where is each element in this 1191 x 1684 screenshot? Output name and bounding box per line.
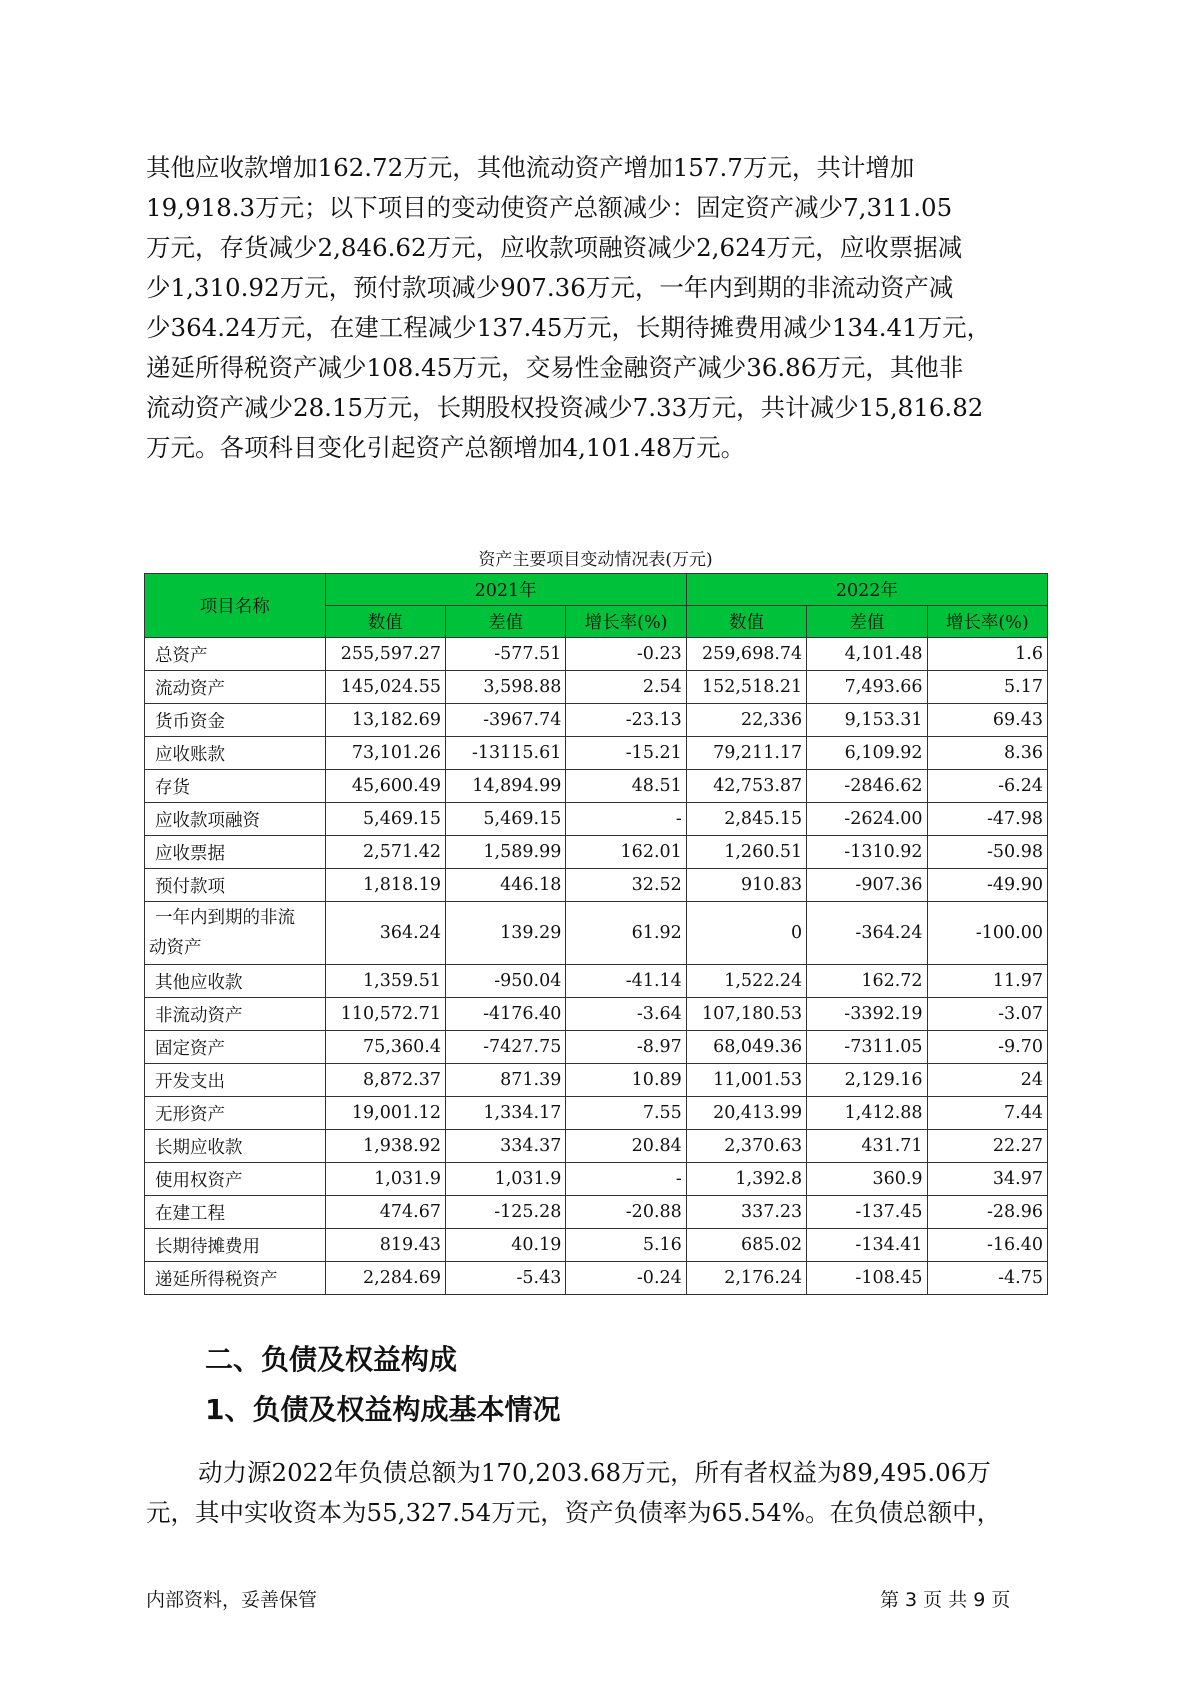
table-row [145,1229,1048,1262]
table-row [145,1262,1048,1295]
row-item-name: 长期应收款 [145,1130,326,1163]
cell-rate-2021: 2.54 [566,671,686,704]
cell-rate-2022: 69.43 [927,704,1047,737]
cell-diff-2022: 431.71 [807,1130,927,1163]
cell-value-2021: 19,001.12 [325,1097,445,1130]
cell-rate-2021: -15.21 [566,737,686,770]
cell-value-2022: 2,845.15 [686,803,806,836]
cell-value-2021: 1,031.9 [325,1163,445,1196]
table-row [145,836,1048,869]
table-row [145,965,1048,998]
table-row [145,1196,1048,1229]
cell-rate-2022: -9.70 [927,1031,1047,1064]
cell-rate-2022: -47.98 [927,803,1047,836]
cell-rate-2022: 11.97 [927,965,1047,998]
cell-diff-2022: 360.9 [807,1163,927,1196]
cell-value-2021: 1,818.19 [325,869,445,902]
cell-diff-2021: 1,589.99 [445,836,565,869]
cell-diff-2022: -137.45 [807,1196,927,1229]
cell-rate-2022: -6.24 [927,770,1047,803]
cell-diff-2022: -7311.05 [807,1031,927,1064]
row-item-name: 在建工程 [145,1196,326,1229]
paragraph-line: 万元。各项科目变化引起资产总额增加4,101.48万元。 [146,433,746,462]
row-item-name [145,902,326,965]
table-caption: 资产主要项目变动情况表(万元) [478,550,713,570]
row-item-name: 应收款项融资 [145,803,326,836]
table-row [145,1064,1048,1097]
cell-value-2022: 1,522.24 [686,965,806,998]
cell-rate-2022: 8.36 [927,737,1047,770]
cell-value-2021: 364.24 [325,902,445,965]
cell-value-2022: 20,413.99 [686,1097,806,1130]
header-rate: 增长率(%) [927,606,1047,638]
cell-diff-2022: -2624.00 [807,803,927,836]
row-item-name: 其他应收款 [145,965,326,998]
cell-diff-2021: 446.18 [445,869,565,902]
cell-rate-2022: -3.07 [927,998,1047,1031]
row-item-name: 流动资产 [145,671,326,704]
cell-value-2021: 1,359.51 [325,965,445,998]
body-paragraph-liabilities [146,1453,1046,1533]
cell-diff-2021: -5.43 [445,1262,565,1295]
cell-rate-2022: 5.17 [927,671,1047,704]
cell-diff-2022: -1310.92 [807,836,927,869]
header-year-2022: 2022年 [686,574,1047,606]
header-diff: 差值 [807,606,927,638]
cell-value-2022: 22,336 [686,704,806,737]
cell-rate-2021: -23.13 [566,704,686,737]
paragraph-line: 动力源2022年负债总额为170,203.68万元，所有者权益为89,495.06万 [198,1458,991,1487]
table-row [145,998,1048,1031]
row-item-name: 应收票据 [145,836,326,869]
row-item-name-line: 一年内到期的非流 [155,908,295,928]
cell-value-2022: 152,518.21 [686,671,806,704]
cell-value-2021: 2,571.42 [325,836,445,869]
table-row [145,737,1048,770]
row-item-name: 总资产 [145,638,326,671]
row-item-name: 长期待摊费用 [145,1229,326,1262]
table-row [145,770,1048,803]
cell-diff-2022: -2846.62 [807,770,927,803]
cell-diff-2021: 871.39 [445,1064,565,1097]
cell-diff-2021: 40.19 [445,1229,565,1262]
cell-diff-2022: 2,129.16 [807,1064,927,1097]
cell-value-2021: 474.67 [325,1196,445,1229]
cell-rate-2022: -49.90 [927,869,1047,902]
cell-value-2021: 1,938.92 [325,1130,445,1163]
cell-diff-2021: 1,334.17 [445,1097,565,1130]
table-header-row [145,574,1048,606]
cell-diff-2022: 4,101.48 [807,638,927,671]
cell-value-2022: 1,260.51 [686,836,806,869]
footer-confidential-note: 内部资料，妥善保管 [146,1589,318,1611]
section-heading: 二、负债及权益构成 [205,1343,458,1376]
paragraph-line: 少1,310.92万元，预付款项减少907.36万元，一年内到期的非流动资产减 [146,273,954,302]
paragraph-line: 递延所得税资产减少108.45万元，交易性金融资产减少36.86万元，其他非 [146,353,964,382]
footer-page-number: 第 3 页 共 9 页 [880,1589,1011,1611]
cell-diff-2022: 1,412.88 [807,1097,927,1130]
paragraph-line: 流动资产减少28.15万元，长期股权投资减少7.33万元，共计减少15,816.82 [146,393,984,422]
cell-diff-2022: 6,109.92 [807,737,927,770]
cell-rate-2022: -50.98 [927,836,1047,869]
cell-diff-2021: -577.51 [445,638,565,671]
table-row [145,902,1048,965]
cell-rate-2021: 7.55 [566,1097,686,1130]
table-row [145,869,1048,902]
cell-value-2022: 337.23 [686,1196,806,1229]
cell-rate-2021: -8.97 [566,1031,686,1064]
cell-rate-2021: 162.01 [566,836,686,869]
cell-diff-2021: -950.04 [445,965,565,998]
cell-diff-2021: 139.29 [445,902,565,965]
cell-rate-2022: 1.6 [927,638,1047,671]
cell-rate-2022: 34.97 [927,1163,1047,1196]
cell-rate-2021: 5.16 [566,1229,686,1262]
cell-rate-2021: - [566,803,686,836]
cell-diff-2021: -7427.75 [445,1031,565,1064]
cell-value-2022: 685.02 [686,1229,806,1262]
table-row [145,1031,1048,1064]
cell-rate-2022: 7.44 [927,1097,1047,1130]
row-item-name: 非流动资产 [145,998,326,1031]
cell-value-2022: 2,370.63 [686,1130,806,1163]
cell-diff-2021: -125.28 [445,1196,565,1229]
row-item-name: 使用权资产 [145,1163,326,1196]
paragraph-line: 其他应收款增加162.72万元，其他流动资产增加157.7万元，共计增加 [146,153,915,182]
table-row [145,1130,1048,1163]
cell-diff-2022: -364.24 [807,902,927,965]
row-item-name: 存货 [145,770,326,803]
header-value: 数值 [325,606,445,638]
cell-diff-2022: -108.45 [807,1262,927,1295]
cell-value-2022: 0 [686,902,806,965]
cell-value-2021: 45,600.49 [325,770,445,803]
cell-value-2021: 819.43 [325,1229,445,1262]
cell-value-2021: 75,360.4 [325,1031,445,1064]
row-item-name: 固定资产 [145,1031,326,1064]
cell-value-2021: 255,597.27 [325,638,445,671]
cell-diff-2021: 3,598.88 [445,671,565,704]
cell-value-2022: 42,753.87 [686,770,806,803]
cell-value-2021: 145,024.55 [325,671,445,704]
row-item-name: 预付款项 [145,869,326,902]
cell-rate-2021: 20.84 [566,1130,686,1163]
row-item-name: 开发支出 [145,1064,326,1097]
cell-diff-2021: 5,469.15 [445,803,565,836]
cell-value-2021: 13,182.69 [325,704,445,737]
cell-diff-2022: -907.36 [807,869,927,902]
cell-value-2022: 79,211.17 [686,737,806,770]
cell-rate-2021: 10.89 [566,1064,686,1097]
cell-value-2022: 910.83 [686,869,806,902]
cell-rate-2021: 61.92 [566,902,686,965]
header-value: 数值 [686,606,806,638]
cell-rate-2021: 32.52 [566,869,686,902]
cell-rate-2021: -3.64 [566,998,686,1031]
cell-value-2022: 68,049.36 [686,1031,806,1064]
paragraph-line: 元，其中实收资本为55,327.54万元，资产负债率为65.54%。在负债总额中， [146,1498,1002,1527]
cell-rate-2022: -100.00 [927,902,1047,965]
row-item-name-line: 动资产 [149,938,202,958]
subsection-heading: 1、负债及权益构成基本情况 [205,1393,561,1426]
cell-diff-2022: 7,493.66 [807,671,927,704]
cell-rate-2021: -0.24 [566,1262,686,1295]
cell-diff-2022: 162.72 [807,965,927,998]
cell-value-2021: 5,469.15 [325,803,445,836]
cell-diff-2022: -134.41 [807,1229,927,1262]
table-row [145,638,1048,671]
cell-diff-2021: -13115.61 [445,737,565,770]
asset-change-table [144,573,1048,1295]
cell-rate-2022: -4.75 [927,1262,1047,1295]
cell-rate-2021: -41.14 [566,965,686,998]
cell-rate-2021: -20.88 [566,1196,686,1229]
cell-value-2022: 107,180.53 [686,998,806,1031]
cell-rate-2022: -16.40 [927,1229,1047,1262]
header-item-name: 项目名称 [145,574,326,638]
table-row [145,803,1048,836]
table-row [145,704,1048,737]
table-row [145,1097,1048,1130]
cell-value-2021: 2,284.69 [325,1262,445,1295]
cell-value-2021: 8,872.37 [325,1064,445,1097]
cell-rate-2022: -28.96 [927,1196,1047,1229]
row-item-name: 货币资金 [145,704,326,737]
paragraph-line: 万元，存货减少2,846.62万元，应收款项融资减少2,624万元，应收票据减 [146,233,963,262]
cell-diff-2021: 1,031.9 [445,1163,565,1196]
body-paragraph-assets [146,148,1046,468]
cell-rate-2021: 48.51 [566,770,686,803]
header-diff: 差值 [445,606,565,638]
cell-diff-2021: 14,894.99 [445,770,565,803]
header-rate: 增长率(%) [566,606,686,638]
cell-rate-2022: 22.27 [927,1130,1047,1163]
cell-value-2022: 11,001.53 [686,1064,806,1097]
cell-diff-2021: 334.37 [445,1130,565,1163]
cell-value-2022: 259,698.74 [686,638,806,671]
cell-diff-2021: -4176.40 [445,998,565,1031]
paragraph-line: 19,918.3万元；以下项目的变动使资产总额减少：固定资产减少7,311.05 [146,193,953,222]
table-row [145,1163,1048,1196]
header-year-2021: 2021年 [325,574,686,606]
cell-value-2022: 2,176.24 [686,1262,806,1295]
cell-value-2021: 110,572.71 [325,998,445,1031]
row-item-name: 递延所得税资产 [145,1262,326,1295]
row-item-name: 无形资产 [145,1097,326,1130]
paragraph-line: 少364.24万元，在建工程减少137.45万元，长期待摊费用减少134.41万元， [146,313,992,342]
cell-diff-2022: -3392.19 [807,998,927,1031]
cell-rate-2021: -0.23 [566,638,686,671]
cell-rate-2021: - [566,1163,686,1196]
cell-diff-2022: 9,153.31 [807,704,927,737]
cell-value-2022: 1,392.8 [686,1163,806,1196]
cell-rate-2022: 24 [927,1064,1047,1097]
cell-diff-2021: -3967.74 [445,704,565,737]
cell-value-2021: 73,101.26 [325,737,445,770]
row-item-name: 应收账款 [145,737,326,770]
table-row [145,671,1048,704]
